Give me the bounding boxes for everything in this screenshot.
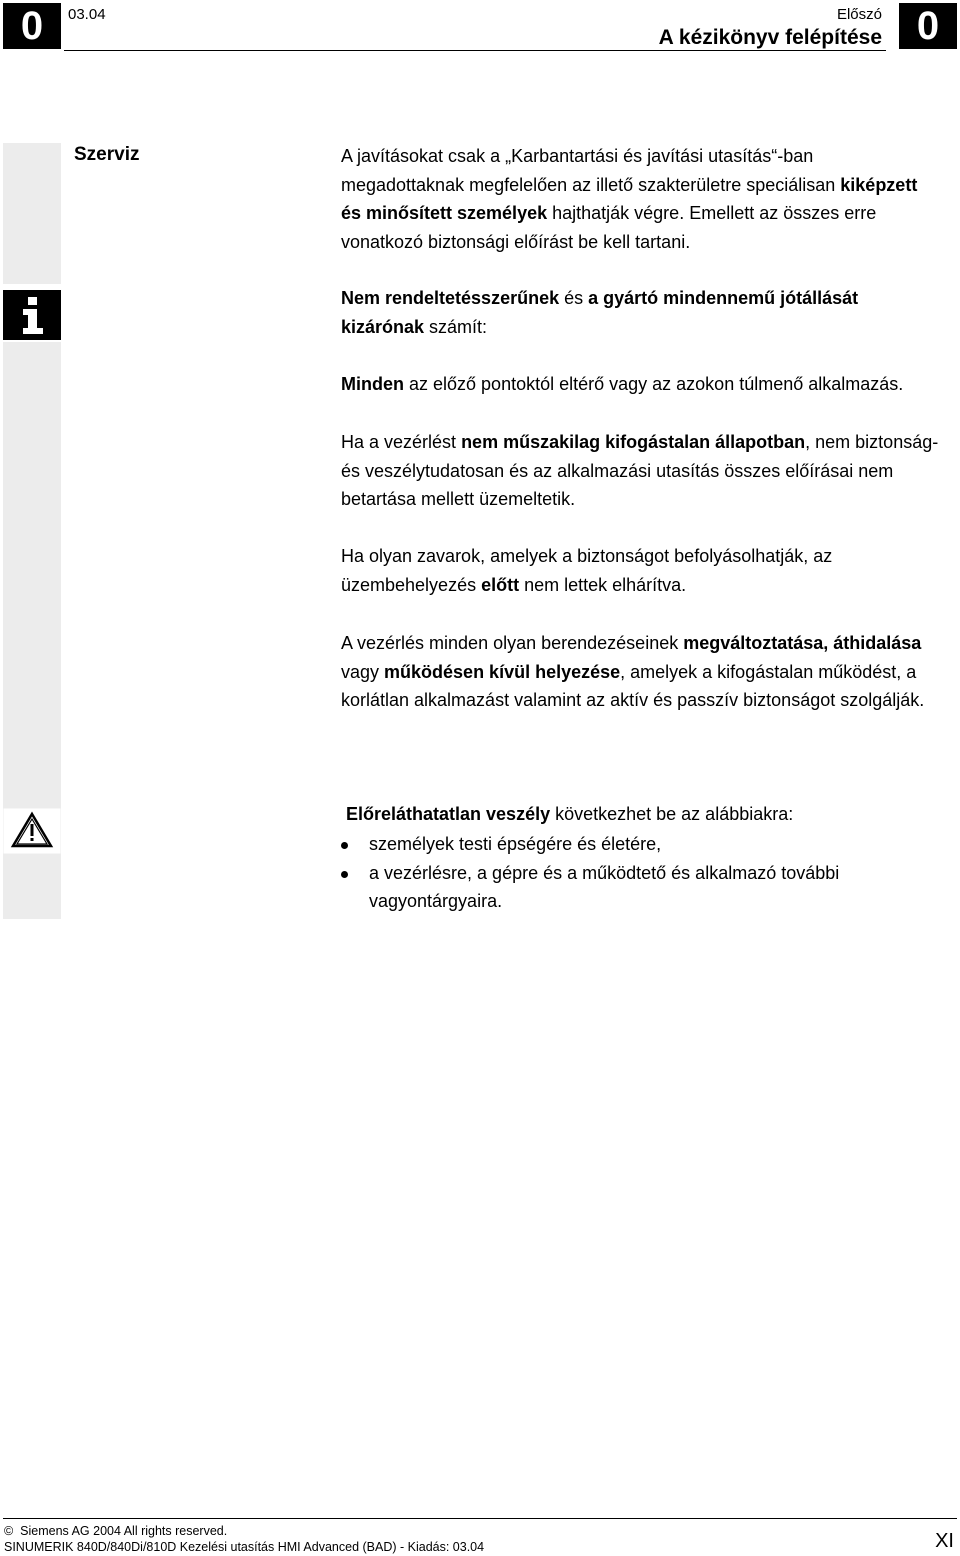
paragraph-modifications: A vezérlés minden olyan berendezéseinek megváltoztatása, áthidalása vagy működésen kívül helyezése, amelyek a kifogástalan működést, a korlátlan alkalmazást valamint az aktív és passzív biztonságot szolgálják.: [341, 633, 925, 711]
bullet-icon: [341, 871, 348, 878]
bullet-icon: [341, 842, 348, 849]
section-label-szerviz: Szerviz: [74, 144, 140, 165]
paragraph-improper-use: Nem rendeltetésszerűnek és a gyártó mindennemű jótállását kizárónak számít:: [341, 288, 859, 337]
warning-icon-box: [3, 800, 61, 862]
page-title: A kézikönyv felépítése: [658, 26, 882, 49]
list-item: a vezérlésre, a gépre és a működtető és alkalmazó további vagyontárgyaira.: [341, 859, 901, 916]
footer-rule: [3, 1518, 957, 1519]
page-number: XI: [935, 1530, 954, 1552]
info-icon-box: [3, 284, 61, 342]
list-item: személyek testi épségére és életére,: [341, 830, 901, 859]
info-icon: [3, 284, 61, 342]
paragraph-disturbances: Ha olyan zavarok, amelyek a biztonságot befolyásolhatják, az üzembehelyezés előtt nem lettek elhárítva.: [341, 546, 833, 595]
header-section: Előszó: [836, 6, 882, 23]
copyright-icon: ©: [4, 1524, 14, 1538]
danger-list: [341, 830, 901, 916]
chapter-number-right: 0: [899, 3, 957, 49]
paragraph-danger: Előreláthatatlan veszély következhet be az alábbiakra:: [346, 804, 794, 824]
paragraph-repairs: A javításokat csak a „Karbantartási és javítási utasítás“-ban megadottaknak megfelelően az illető szakterületre speciálisan kiképzett és minősített személyek hajthatják végre. Emellett az összes erre vonatkozó biztonsági előírást be kell tartani.: [341, 146, 918, 252]
chapter-number-left: 0: [3, 3, 61, 49]
header-rule: [64, 50, 886, 51]
warning-icon: [3, 800, 61, 862]
footer-document: SINUMERIK 840D/840Di/810D Kezelési utasítás HMI Advanced (BAD) - Kiadás: 03.04: [4, 1540, 485, 1554]
header-date: 03.04: [68, 6, 106, 23]
footer-copyright: © Siemens AG 2004 All rights reserved.: [4, 1524, 228, 1538]
paragraph-faulty-condition: Ha a vezérlést nem műszakilag kifogástalan állapotban, nem biztonság- és veszélytudatosan és az alkalmazási utasítás összes előírásai nem betartása mellett üzemeltetik.: [341, 432, 939, 510]
paragraph-any-use: Minden az előző pontoktól eltérő vagy az azokon túlmenő alkalmazás.: [341, 374, 904, 394]
